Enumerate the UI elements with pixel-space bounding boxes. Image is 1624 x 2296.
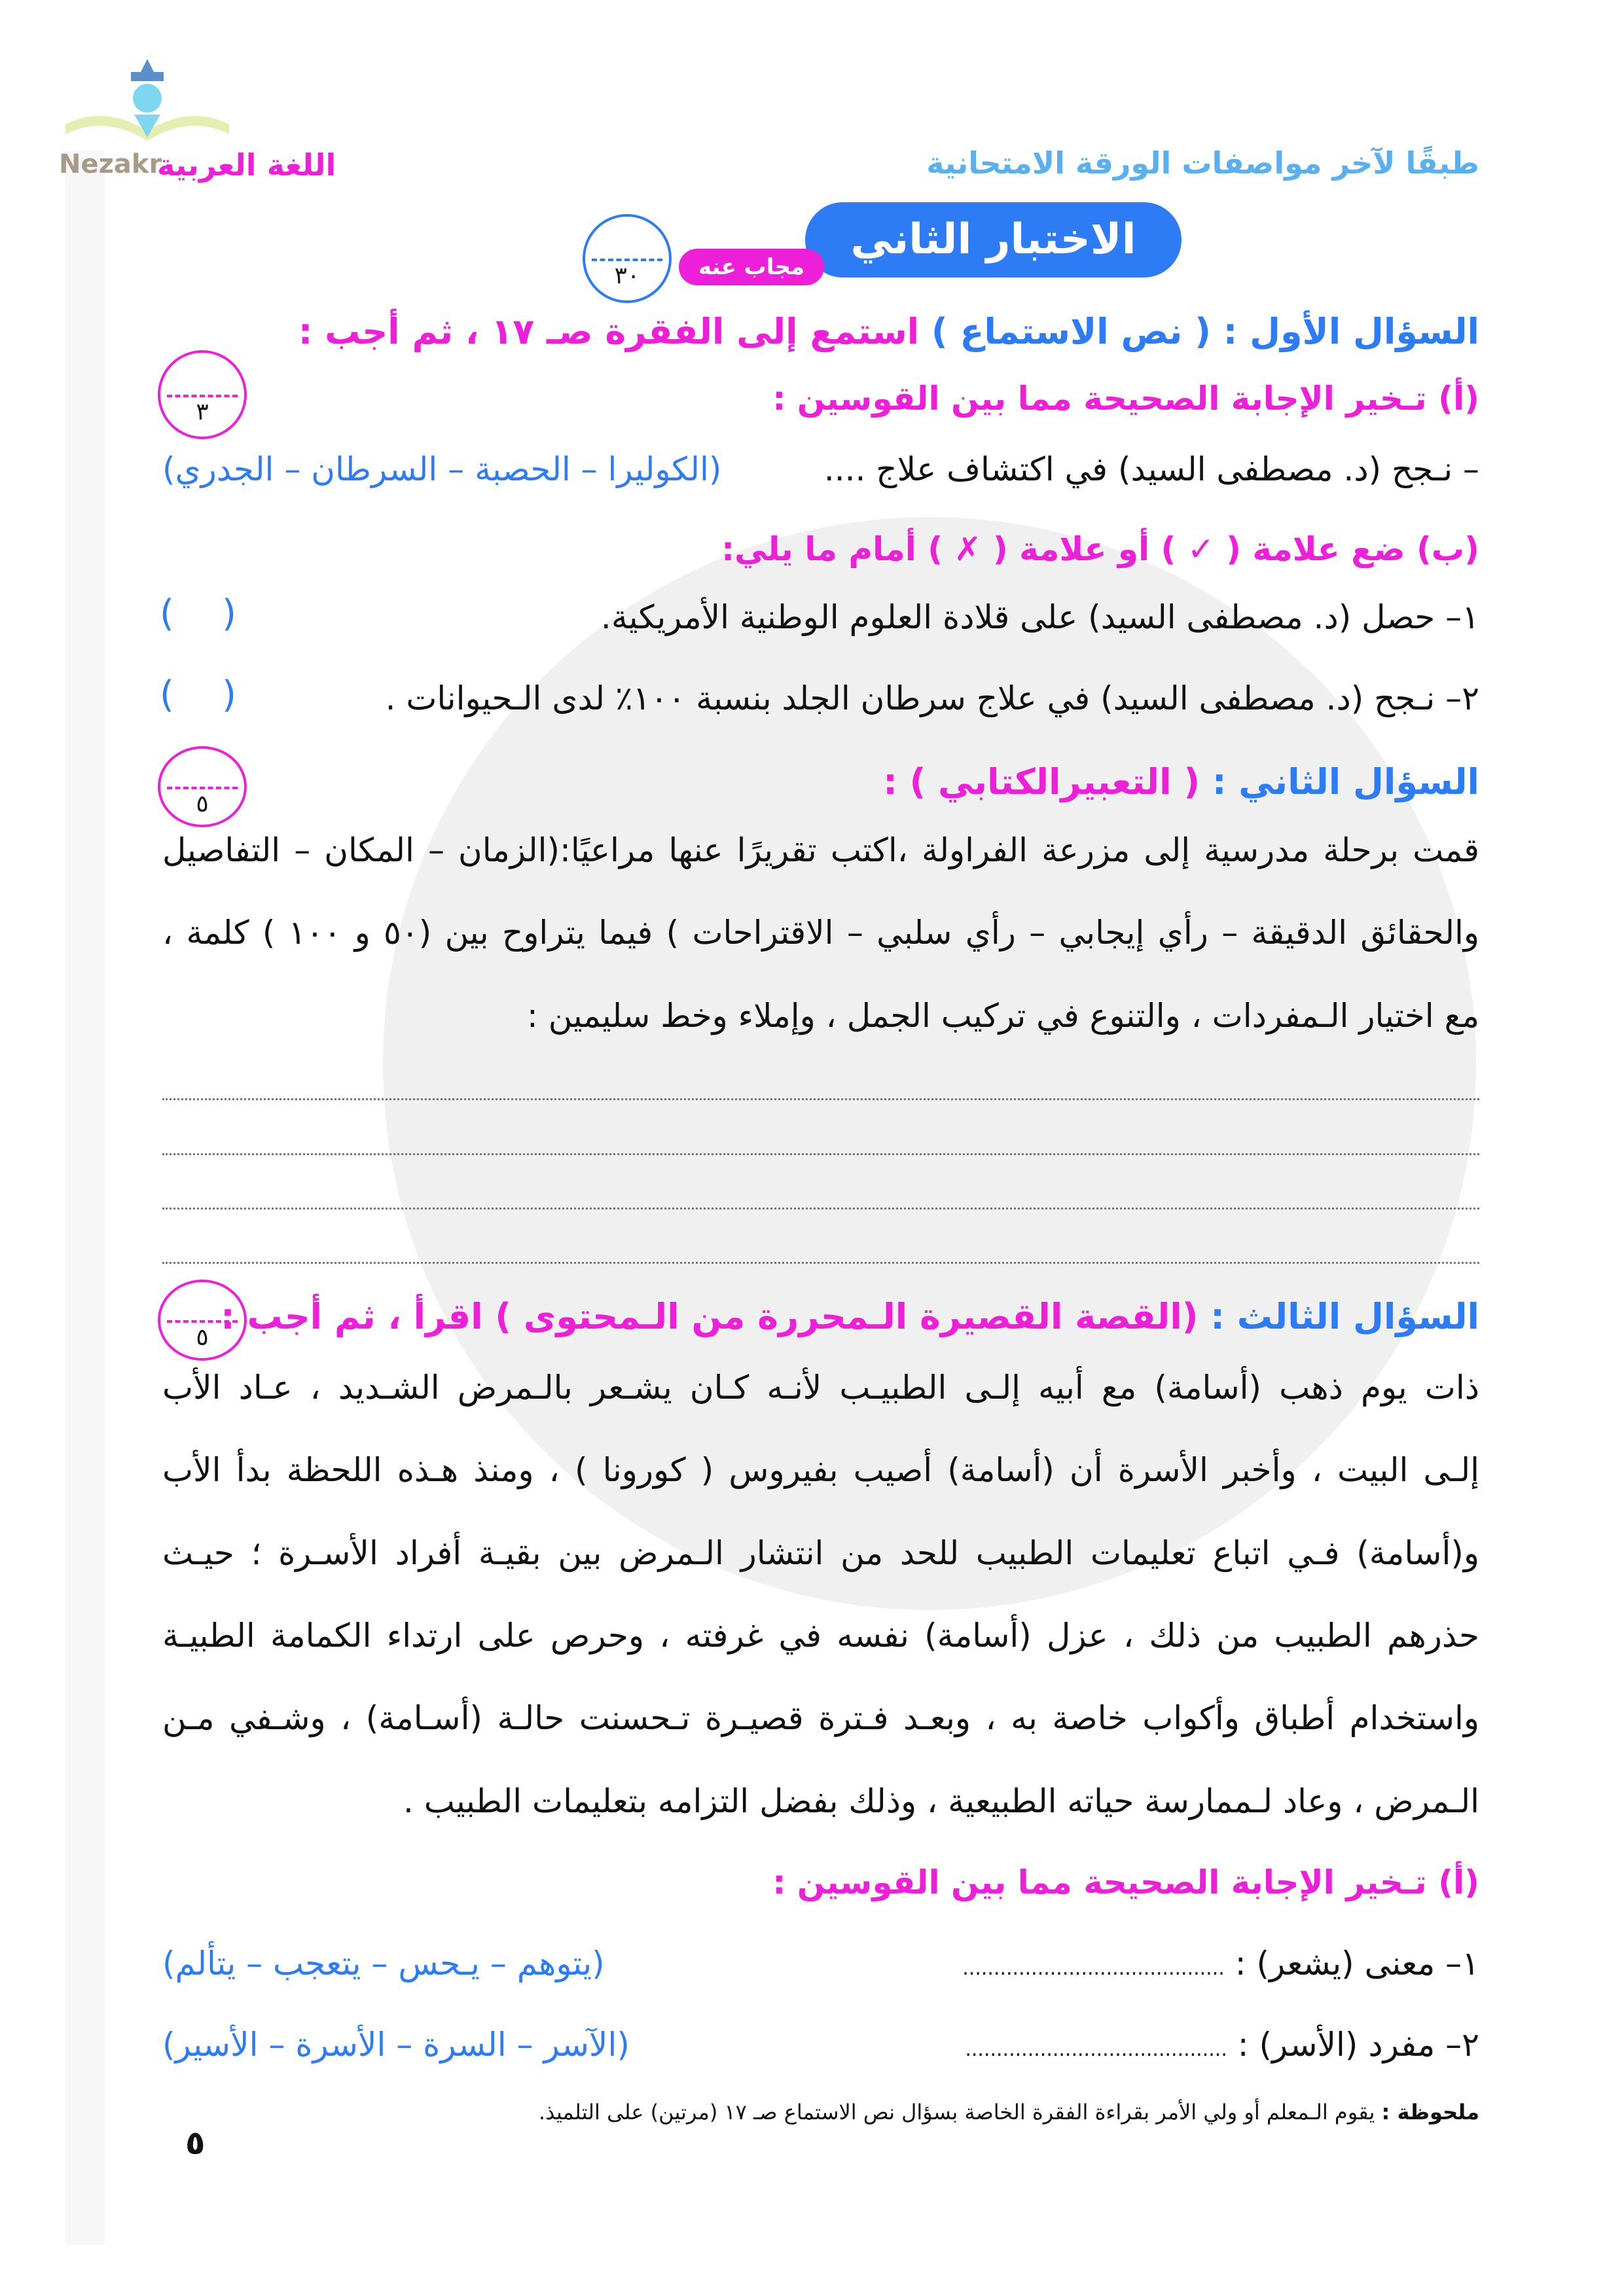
q2-heading bbox=[162, 759, 1479, 805]
tagline: طبقًا لآخر مواصفات الورقة الامتحانية bbox=[926, 145, 1479, 181]
q2-line-3: مع اختيار الـمفردات ، والتنوع في تركيب الجمل ، وإملاء وخط سليمين : bbox=[526, 997, 1479, 1035]
q1-heading bbox=[162, 309, 1479, 355]
q3-score: ٥ bbox=[196, 1323, 209, 1351]
total-score: ٣٠ bbox=[614, 262, 640, 290]
story-line-5: واستخدام أطباق وأكواب خاصة به ، وبعـد فـترة قصيـرة تـحسنت حالـة (أسـامة) ، وشـفي مـن bbox=[162, 1699, 1479, 1737]
q3-instruction: (القصة القصيرة الـمحررة من الـمحتوى ) اقرأ ، ثم أجب : bbox=[221, 1296, 1199, 1337]
q3-item-1-text: ١– معنى (يشعر) : bbox=[1235, 1945, 1479, 1982]
story-line-6: الـمرض ، وعاد لـممارسة حياته الطبيعية ، وذلك بفضل التزامه بتعليمات الطبيب . bbox=[403, 1782, 1479, 1820]
q1-score: ٣ bbox=[196, 399, 209, 426]
story-line-3: و(أسامة) فـي اتباع تعليمات الطبيب للحد من انتشار الـمرض بين بقيـة أفراد الأسـرة ؛ حيـث bbox=[162, 1534, 1479, 1572]
page-number: ٥ bbox=[185, 2124, 206, 2162]
graduate-book-icon bbox=[52, 52, 242, 144]
q3-item-2-text: ٢– مفرد (الأسر) : bbox=[1237, 2026, 1479, 2064]
subject-label: اللغة العربية bbox=[157, 147, 336, 183]
q1-part-b-title: (ب) ضع علامة ( ✓ ) أو علامة ( ✗ ) أمام ما يلي: bbox=[721, 530, 1479, 568]
q3-item-2 bbox=[162, 2022, 1479, 2073]
q2-line-2: والحقائق الدقيقة – رأي إيجابي – رأي سلبي – الاقتراحات ) فيما يتراوح بين (٥٠ و ١٠٠ ) كلمة ، bbox=[162, 914, 1479, 952]
story-line-4: حذرهم الطبيب من ذلك ، عزل (أسامة) نفسه في غرفته ، وحرص على ارتداء الكمامة الطبيـة bbox=[162, 1617, 1479, 1655]
answer-blank[interactable]: .......................................... bbox=[962, 1957, 1225, 1980]
q1-b-item-1: ١– حصل (د. مصطفى السيد) على قلادة العلوم الوطنية الأمريكية. bbox=[600, 598, 1479, 636]
q1-part-a-item bbox=[162, 446, 1479, 492]
q3-item-2-options: (الآسر – السرة – الأسرة – الأسير) bbox=[162, 2026, 630, 2064]
q3-item-1-options: (يتوهم – يـحس – يتعجب – يتألم) bbox=[162, 1945, 605, 1982]
q1-item-text: – نـجح (د. مصطفى السيد) في اكتشاف علاج .... bbox=[823, 450, 1479, 488]
q1-label: السؤال الأول : ( نص الاستماع ) bbox=[931, 311, 1479, 352]
answer-box-1[interactable]: ( ) bbox=[160, 592, 236, 635]
story-line-1: ذات يوم ذهب (أسامة) مع أبيه إلـى الطبيـب لأنـه كـان يشـعر بالـمرض الشـديد ، عـاد الأب bbox=[162, 1369, 1479, 1407]
exam-title: الاختبار الثاني bbox=[805, 202, 1182, 278]
q2-label: السؤال الثاني : bbox=[1212, 761, 1479, 802]
q1-b-item-2: ٢– نـجح (د. مصطفى السيد) في علاج سرطان الجلد بنسبة ١٠٠٪ لدى الـحيوانات . bbox=[385, 679, 1479, 717]
watermark-strip bbox=[65, 151, 105, 2245]
answer-box-2[interactable]: ( ) bbox=[160, 673, 236, 716]
total-score-circle bbox=[583, 214, 672, 303]
q1-part-a-title: (أ) تـخير الإجابة الصحيحة مما بين القوسين : bbox=[772, 380, 1479, 418]
logo-text: Nezakr bbox=[59, 149, 162, 179]
q3-part-a-title: (أ) تـخير الإجابة الصحيحة مما بين القوسين : bbox=[772, 1863, 1479, 1901]
answer-blank[interactable]: .......................................... bbox=[965, 2038, 1227, 2061]
q3-label: السؤال الثالث : bbox=[1210, 1296, 1479, 1337]
q3-item-1 bbox=[162, 1941, 1479, 1992]
note-text: يقوم الـمعلم أو ولي الأمر بقراءة الفقرة الخاصة بسؤال نص الاستماع صـ ١٧ (مرتين) على التلميذ. bbox=[538, 2100, 1375, 2125]
q3-score-circle bbox=[158, 1280, 247, 1361]
note-label: ملحوظة : bbox=[1381, 2100, 1479, 2125]
q3-heading bbox=[162, 1294, 1479, 1340]
answered-badge: مجاب عنه bbox=[679, 249, 824, 285]
footer-note bbox=[162, 2098, 1479, 2126]
answer-line[interactable] bbox=[162, 1262, 1479, 1264]
q2-topic: ( التعبيرالكتابي ) : bbox=[883, 761, 1200, 802]
q2-score: ٥ bbox=[196, 790, 209, 817]
q1-item-options: (الكوليرا – الحصبة – السرطان – الجدري) bbox=[162, 450, 722, 488]
q2-score-circle bbox=[158, 746, 247, 827]
q1-instruction: استمع إلى الفقرة صـ ١٧ ، ثم أجب : bbox=[298, 311, 920, 352]
answer-line[interactable] bbox=[162, 1153, 1479, 1155]
answer-line[interactable] bbox=[162, 1208, 1479, 1210]
answer-line[interactable] bbox=[162, 1098, 1479, 1100]
q2-line-1: قمت برحلة مدرسية إلى مزرعة الفراولة ،اكتب تقريرًا عنها مراعيًا:(الزمان – المكان – التفاصيل bbox=[162, 831, 1479, 869]
story-line-2: إلـى البيت ، وأخبر الأسرة أن (أسامة) أصيب بفيروس ( كورونا ) ، ومنذ هـذه اللحظة بدأ الأب bbox=[162, 1451, 1479, 1489]
